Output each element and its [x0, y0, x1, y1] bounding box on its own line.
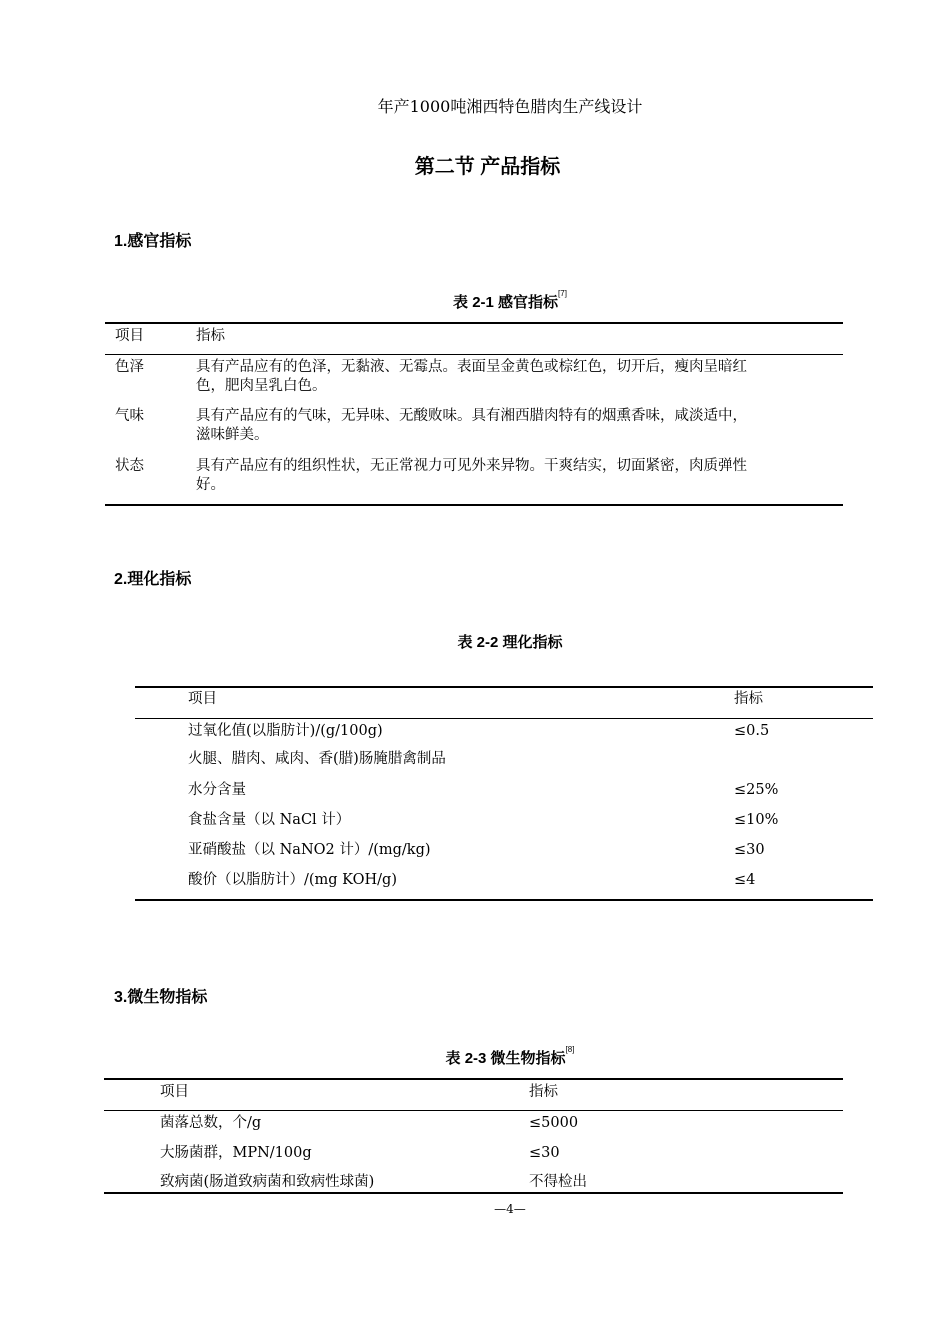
- section-title: 第二节 产品指标: [414, 156, 561, 178]
- row-item: 致病菌(肠道致病菌和致病性球菌): [160, 1174, 375, 1190]
- row-value: ≤30: [529, 1145, 560, 1161]
- caption-text: 表 2-1 感官指标: [453, 294, 559, 311]
- table-top-rule: [135, 686, 873, 688]
- row-text-line2: 色，肥肉呈乳白色。: [196, 378, 327, 394]
- col-header-index: 指标: [196, 328, 225, 344]
- row-text-line2: 好。: [196, 477, 225, 493]
- row-item: 酸价（以脂肪计）/(mg KOH/g): [188, 872, 397, 888]
- col-header-item: 项目: [115, 328, 144, 344]
- row-text-line2: 滋味鲜美。: [196, 427, 269, 443]
- row-item: 菌落总数，个/g: [160, 1115, 262, 1131]
- table-bottom-rule: [135, 899, 873, 901]
- heading-sensory: 1.感官指标: [114, 233, 192, 250]
- citation-ref: [8]: [565, 1045, 575, 1054]
- row-item: 亚硝酸盐（以 NaNO2 计）/(mg/kg): [188, 842, 431, 858]
- row-text-line1: 具有产品应有的气味，无异味、无酸败味。具有湘西腊肉特有的烟熏香味，咸淡适中，: [196, 408, 747, 424]
- running-header: 年产1000吨湘西特色腊肉生产线设计: [377, 97, 643, 116]
- page-number: —4—: [494, 1202, 526, 1216]
- row-value: ≤10%: [734, 812, 779, 828]
- row-value: ≤25%: [734, 782, 779, 798]
- table-header-rule: [104, 1110, 843, 1111]
- row-value: 不得检出: [529, 1174, 587, 1190]
- row-text-line1: 具有产品应有的色泽，无黏液、无霉点。表面呈金黄色或棕红色，切开后，瘦肉呈暗红: [196, 359, 747, 375]
- caption-table-2-1: [0, 291, 950, 312]
- table-header-rule: [105, 354, 843, 355]
- col-header-index: 指标: [734, 691, 763, 707]
- table-bottom-rule: [105, 504, 843, 506]
- row-value: ≤0.5: [734, 723, 770, 739]
- row-item: 气味: [115, 408, 144, 424]
- col-header-item: 项目: [160, 1084, 189, 1100]
- row-item: 水分含量: [188, 782, 246, 798]
- row-item: 状态: [115, 458, 144, 474]
- citation-ref: [7]: [558, 289, 567, 298]
- row-item: 食盐含量（以 NaCl 计）: [188, 812, 351, 828]
- row-value: ≤5000: [529, 1115, 579, 1131]
- heading-micro: 3.微生物指标: [114, 989, 208, 1006]
- table-top-rule: [104, 1078, 843, 1080]
- heading-physchem: 2.理化指标: [114, 571, 192, 588]
- caption-table-2-2: 表 2-2 理化指标: [457, 634, 563, 651]
- row-value: ≤4: [734, 872, 756, 888]
- row-item: 过氧化值(以脂肪计)/(g/100g): [188, 723, 383, 739]
- caption-text: 表 2-3 微生物指标: [445, 1050, 566, 1067]
- table-top-rule: [105, 322, 843, 324]
- row-item: 大肠菌群，MPN/100g: [160, 1145, 312, 1161]
- row-item: 色泽: [115, 359, 144, 375]
- table-bottom-rule: [104, 1192, 843, 1194]
- col-header-index: 指标: [529, 1084, 558, 1100]
- col-header-item: 项目: [188, 691, 217, 707]
- row-value: ≤30: [734, 842, 765, 858]
- row-text-line1: 具有产品应有的组织性状，无正常视力可见外来异物。干爽结实，切面紧密，肉质弹性: [196, 458, 747, 474]
- row-item: 火腿、腊肉、咸肉、香(腊)肠腌腊禽制品: [188, 751, 446, 767]
- table-header-rule: [135, 718, 873, 719]
- caption-table-2-3: [0, 1047, 950, 1068]
